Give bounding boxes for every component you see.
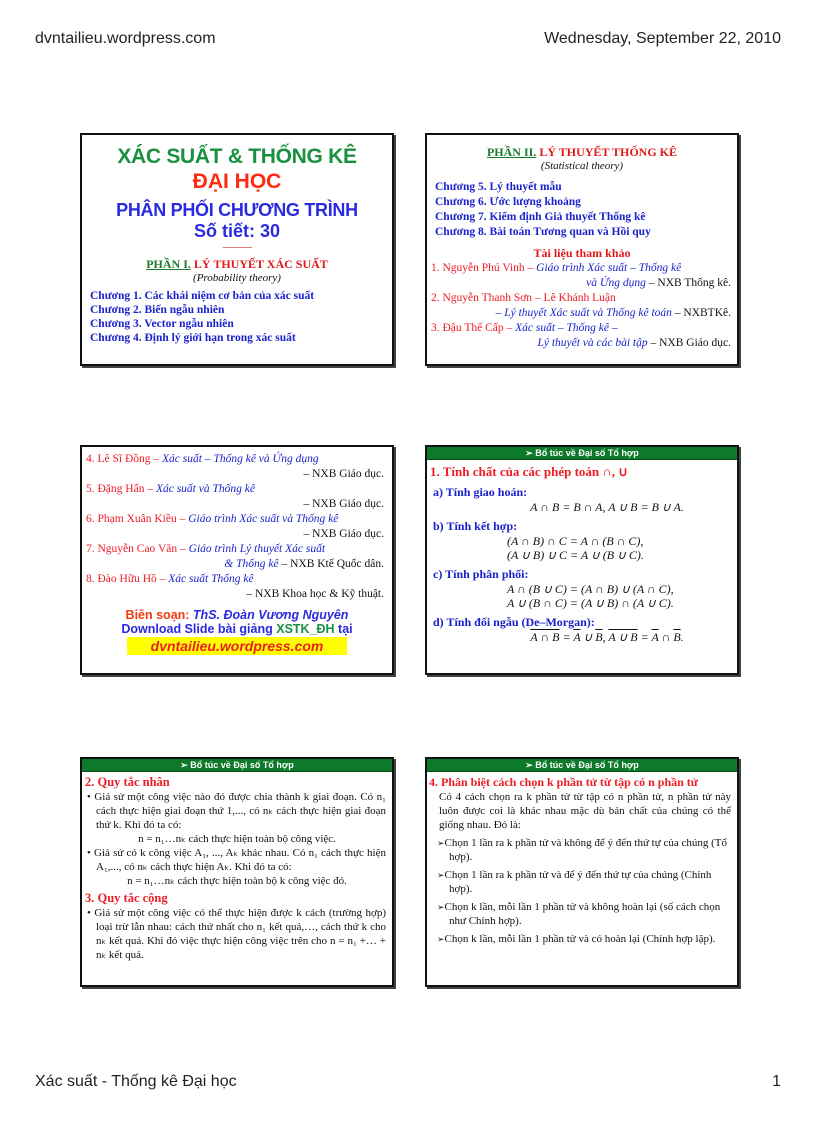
course-title: XÁC SUẤT & THỐNG KÊ [117, 145, 357, 168]
ref-author: 4. Lê Sĩ Đồng – [86, 453, 163, 465]
formula-part: = [637, 630, 652, 644]
formula-part: $\overline{A}$ [651, 630, 659, 644]
reference-item [427, 291, 737, 321]
program-subtitle: PHÂN PHỐI CHƯƠNG TRÌNH [116, 200, 358, 220]
formula-part: $\overline{A}$ [573, 630, 581, 644]
ref-book: & Thống kê [224, 558, 279, 570]
download-note [82, 622, 392, 636]
section-heading: 4. Phân biệt cách chọn k phần tử từ tập có n phần tử [429, 775, 698, 789]
formula-part: . [680, 630, 684, 644]
formula-part: ∩ [658, 630, 674, 644]
ref-publisher: – NXB Khoa học & Kỹ thuật. [246, 588, 384, 600]
list-item: ➢ Chọn 1 lần ra k phần tử và không để ý đến thứ tự của chúng (Tổ hợp). [427, 836, 737, 864]
ref-book: Giáo trình Xác suất – Thống kê [536, 262, 682, 274]
credit-label: Biên soạn: [125, 608, 193, 622]
part-label: PHẦN II. [486, 145, 537, 159]
slide-4 [425, 445, 739, 675]
slide-2 [425, 133, 739, 366]
ref-book: Xác suất – Thống kê – [515, 322, 618, 334]
formula: (A ∪ B) ∪ C = A ∪ (B ∪ C). [507, 548, 644, 562]
ref-author: 2. Nguyễn Thanh Sơn – Lê Khánh Luận [431, 292, 616, 304]
slide-6 [425, 757, 739, 987]
ref-author: 8. Đào Hữu Hồ – [86, 573, 169, 585]
hours-count: Số tiết: 30 [193, 221, 281, 241]
reference-item [82, 542, 392, 572]
ref-publisher: – NXB Giáo dục. [303, 498, 384, 510]
ref-publisher: – NXB Thống kê. [645, 277, 731, 289]
header-site: dvntailieu.wordpress.com [35, 30, 216, 47]
section-bar: ➢ Bổ túc về Đại số Tổ hợp [427, 759, 737, 772]
formula-part: A ∩ B [530, 630, 560, 644]
footer-title: Xác suất - Thống kê Đại học [35, 1073, 237, 1090]
divider: ---------------------- [222, 243, 252, 251]
part-name: LÝ THUYẾT XÁC SUẤT [190, 257, 328, 271]
download-text: Download Slide bài giảng [121, 622, 277, 636]
ref-author: 3. Đậu Thế Cấp – [431, 322, 516, 334]
property-title: a) Tính giao hoán: [433, 485, 528, 499]
reference-item [82, 512, 392, 542]
author-credit [82, 608, 392, 622]
formula-part: = [559, 630, 574, 644]
property-title: b) Tính kết hợp: [433, 519, 518, 533]
section-bar: ➢ Bổ túc về Đại số Tổ hợp [427, 447, 737, 460]
list-item: ➢ Chọn k lần, mỗi lần 1 phần tử và có hoàn lại (Chỉnh hợp lặp). [427, 932, 737, 946]
chapter-item: Chương 2. Biến ngẫu nhiên [90, 304, 225, 316]
download-code: XSTK_ĐH [276, 622, 335, 636]
ref-book: và Ứng dụng [586, 277, 646, 289]
ref-publisher: – NXB Giáo dục. [303, 468, 384, 480]
paragraph: • Giả sử một công việc có thể thực hiện được k cách (trường hợp) loại trừ lẫn nhau: cách thứ nhất cho n₁ kết quả,…, cách thứ k cho nₖ kết quả. Khi đó việc thực hiện công việc trên cho n = n₁ +… + nₖ kết quả. [82, 906, 392, 962]
part-name: LÝ THUYẾT THỐNG KÊ [536, 145, 678, 159]
chapter-item: Chương 8. Bài toán Tương quan và Hồi quy [435, 226, 651, 238]
formula: A ∪ (B ∩ C) = (A ∪ B) ∩ (A ∪ C). [507, 596, 674, 610]
download-suffix: tại [334, 622, 353, 636]
formula: A ∩ (B ∪ C) = (A ∩ B) ∪ (A ∩ C), [507, 582, 674, 596]
chapter-item: Chương 4. Định lý giới hạn trong xác suất [90, 332, 296, 344]
chapter-item: Chương 6. Ước lượng khoảng [435, 196, 581, 208]
course-level: ĐẠI HỌC [192, 170, 282, 193]
ref-book: Xác suất Thống kê [168, 573, 254, 585]
formula: A ∩ B = B ∩ A, A ∪ B = B ∪ A. [530, 500, 684, 514]
slide-5 [80, 757, 394, 987]
part-subtitle: (Statistical theory) [540, 160, 624, 172]
page-footer [35, 1073, 781, 1097]
chapter-item: Chương 1. Các khái niệm cơ bản của xác suất [90, 290, 315, 302]
section-bar: ➢ Bổ túc về Đại số Tổ hợp [82, 759, 392, 772]
chapter-list [435, 180, 737, 240]
reference-item [82, 572, 392, 602]
chapter-item: Chương 3. Vector ngẫu nhiên [90, 318, 234, 330]
formula-part: ∪ [580, 630, 596, 644]
references-title: Tài liệu tham khảo [533, 246, 631, 260]
paragraph: • Giả sử có k công việc A₁, ..., Aₖ khác nhau. Có n₁ cách thực hiện A₁,..., có nₖ cách thực hiện Aₖ. Khi đó ta có: [82, 846, 392, 874]
section-heading: 1. Tính chất của các phép toán ∩, ∪ [430, 464, 628, 479]
ref-book: Xác suất và Thống kê [155, 483, 255, 495]
chapter-item: Chương 5. Lý thuyết mẫu [435, 181, 562, 193]
reference-item [82, 482, 392, 512]
credit-name: ThS. Đoàn Vương Nguyên [192, 608, 349, 622]
formula: n = n₁…nₖ cách thực hiện toàn bộ k công việc đó. [127, 875, 347, 887]
formula-part: $\overline{B}$ [673, 630, 681, 644]
reference-item [82, 452, 392, 482]
formula: n = n₁…nₖ cách thực hiện toàn bộ công việc. [138, 833, 336, 845]
reference-item [427, 261, 737, 291]
section-heading: 2. Quy tắc nhân [85, 775, 170, 789]
page-header [35, 30, 781, 54]
header-date: Wednesday, September 22, 2010 [544, 30, 781, 47]
formula-de-morgan [427, 630, 737, 644]
formula-part: A ∪ B [608, 630, 638, 644]
ref-author: 1. Nguyễn Phú Vinh – [431, 262, 537, 274]
ref-book: Xác suất – Thống kê và Ứng dụng [162, 453, 319, 465]
ref-book: – Lý thuyết Xác suất và Thống kê toán [495, 307, 672, 319]
property-title: d) Tính đối ngẫu (De–Morgan): [433, 615, 595, 629]
ref-publisher: – NXB Ktế Quốc dân. [278, 558, 384, 570]
formula-part: $\overline{B}$ [595, 630, 603, 644]
paragraph: • Giả sử một công việc nào đó được chia thành k giai đoạn. Có n₁ cách thực hiện giai đoạn thứ 1,..., có nₖ cách thực hiện giai đoạn thứ k. Khi đó ta có: [82, 790, 392, 832]
chapter-item: Chương 7. Kiểm định Giả thuyết Thống kê [435, 211, 646, 223]
download-site-link[interactable]: dvntailieu.wordpress.com [127, 637, 347, 655]
list-item: ➢ Chọn 1 lần ra k phần tử và để ý đến thứ tự của chúng (Chỉnh hợp). [427, 868, 737, 896]
ref-publisher: – NXBTKê. [671, 307, 731, 319]
part-2-title [427, 145, 737, 160]
part-label: PHẦN I. [146, 257, 191, 271]
slide-3 [80, 445, 394, 675]
ref-author: 6. Phạm Xuân Kiều – [86, 513, 189, 525]
property-title: c) Tính phân phối: [433, 567, 529, 581]
formula-part: , [602, 630, 609, 644]
slide-1 [80, 133, 394, 366]
part-subtitle: (Probability theory) [193, 272, 281, 284]
ref-book: Lý thuyết và các bài tập [537, 337, 648, 349]
list-item: ➢ Chọn k lần, mỗi lần 1 phần tử và không hoàn lại (số cách chọn như Chỉnh hợp). [427, 900, 737, 928]
part-1-title [82, 257, 392, 272]
ref-author: 5. Đặng Hấn – [86, 483, 156, 495]
paragraph: Có 4 cách chọn ra k phần tử từ tập có n phần tử, n phần tử này luôn được coi là khác nhau mặc dù bản chất của chúng có thể giống nhau. Đó là: [439, 791, 731, 831]
ref-publisher: – NXB Giáo dục. [303, 528, 384, 540]
section-heading: 3. Quy tắc cộng [85, 891, 168, 905]
reference-item [427, 321, 737, 351]
page-number: 1 [772, 1073, 781, 1090]
reference-list [82, 452, 392, 602]
ref-book: Giáo trình Lý thuyết Xác suất [188, 543, 326, 555]
ref-author: 7. Nguyễn Cao Văn – [86, 543, 189, 555]
chapter-list [90, 289, 392, 345]
formula: (A ∩ B) ∩ C = A ∩ (B ∩ C), [507, 534, 644, 548]
ref-publisher: – NXB Giáo dục. [647, 337, 731, 349]
ref-book: Giáo trình Xác suất và Thống kê [188, 513, 339, 525]
